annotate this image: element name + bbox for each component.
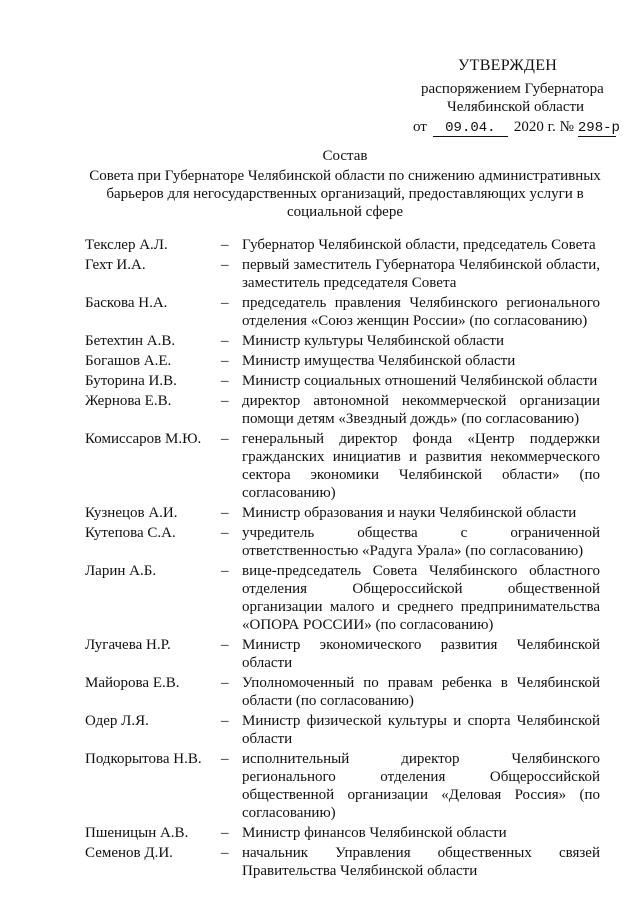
member-name: Майорова Е.В. [85,675,180,691]
approval-title: УТВЕРЖДЕН [458,57,558,74]
member-name: Кузнецов А.И. [85,505,178,521]
member-row [85,332,600,350]
member-name: Семенов Д.И. [85,845,173,861]
member-row [85,524,600,560]
member-role: исполнительный директор Челябинского регионального отделения Общероссийской общественной организации «Деловая Россия» (по согласованию) [242,751,600,821]
member-row [85,562,600,634]
member-dash: – [221,431,229,447]
member-role: директор автономной некоммерческой организации помощи детям «Звездный дождь» (по согласованию) [242,393,600,427]
member-dash: – [221,333,229,349]
approval-year: 2020 г. № [513,119,574,135]
member-row [85,844,600,880]
member-role: Министр имущества Челябинской области [242,353,516,369]
member-role: Министр образования и науки Челябинской области [242,505,577,521]
member-name: Богашов А.Е. [85,353,172,369]
member-name: Баскова Н.А. [85,295,168,311]
approval-line-2: Челябинской области [447,99,585,115]
member-row [85,294,600,330]
member-dash: – [221,825,229,841]
member-row [85,256,600,292]
member-name: Кутепова С.А. [85,525,176,541]
member-name: Гехт И.А. [85,257,146,273]
member-role: Уполномоченный по правам ребенка в Челябинской области (по согласованию) [242,675,600,709]
member-dash: – [221,295,229,311]
approval-number: 298-р [577,120,620,136]
member-role: Министр экономического развития Челябинской области [242,637,600,671]
approval-date-line [413,118,620,137]
member-name: Бетехтин А.В. [85,333,176,349]
member-dash: – [221,637,229,653]
approval-line-1: распоряжением Губернатора [421,81,604,97]
member-name: Комиссаров М.Ю. [85,431,202,447]
member-name: Буторина И.В. [85,373,177,389]
member-role: учредитель общества с ограниченной ответственностью «Радуга Урала» (по согласованию) [242,525,600,559]
member-row [85,372,600,390]
approval-prefix: от [413,119,427,135]
member-dash: – [221,675,229,691]
member-row [85,392,600,428]
member-row [85,824,600,842]
document-title: Состав [322,148,368,164]
member-dash: – [221,525,229,541]
member-name: Пшеницын А.В. [85,825,189,841]
member-row [85,504,600,522]
member-row [85,430,600,502]
member-name: Одер Л.Я. [85,713,149,729]
member-dash: – [221,257,229,273]
member-dash: – [221,373,229,389]
member-dash: – [221,505,229,521]
member-role: Министр физической культуры и спорта Челябинской области [242,713,600,747]
member-role: Губернатор Челябинской области, председатель Совета [242,237,596,253]
member-row [85,636,600,672]
member-dash: – [221,237,229,253]
member-role: Министр социальных отношений Челябинской области [242,373,598,389]
member-row [85,236,600,254]
member-name: Жернова Е.В. [85,393,172,409]
member-role: первый заместитель Губернатора Челябинской области, заместитель председателя Совета [242,257,600,291]
member-name: Лугачева Н.Р. [85,637,171,653]
member-row [85,674,600,710]
approval-date: 09.04. [433,120,508,137]
member-row [85,352,600,370]
member-role: вице-председатель Совета Челябинского областного отделения Общероссийской общественной организации малого и среднего предпринимательства «ОПОРА РОССИИ» (по согласованию) [242,563,600,633]
member-dash: – [221,713,229,729]
member-name: Подкорытова Н.В. [85,751,202,767]
member-name: Ларин А.Б. [85,563,157,579]
member-role: начальник Управления общественных связей Правительства Челябинской области [242,845,600,879]
member-role: генеральный директор фонда «Центр поддержки гражданских инициатив и развития некоммерческого сектора экономики Челябинской области» (по согласованию) [242,431,600,501]
member-dash: – [221,563,229,579]
member-role: Министр финансов Челябинской области [242,825,507,841]
member-dash: – [221,353,229,369]
member-row [85,750,600,822]
member-dash: – [221,393,229,409]
member-role: председатель правления Челябинского регионального отделения «Союз женщин России» (по согласованию) [242,295,600,329]
member-row [85,712,600,748]
member-name: Текслер А.Л. [85,237,168,253]
member-dash: – [221,845,229,861]
document-subtitle: Совета при Губернаторе Челябинской области по снижению административных барьеров для негосударственных организаций, предоставляющих услуги в социальной сфере [89,168,601,220]
member-dash: – [221,751,229,767]
member-role: Министр культуры Челябинской области [242,333,505,349]
members-list [85,236,600,880]
document-heading [85,147,605,221]
